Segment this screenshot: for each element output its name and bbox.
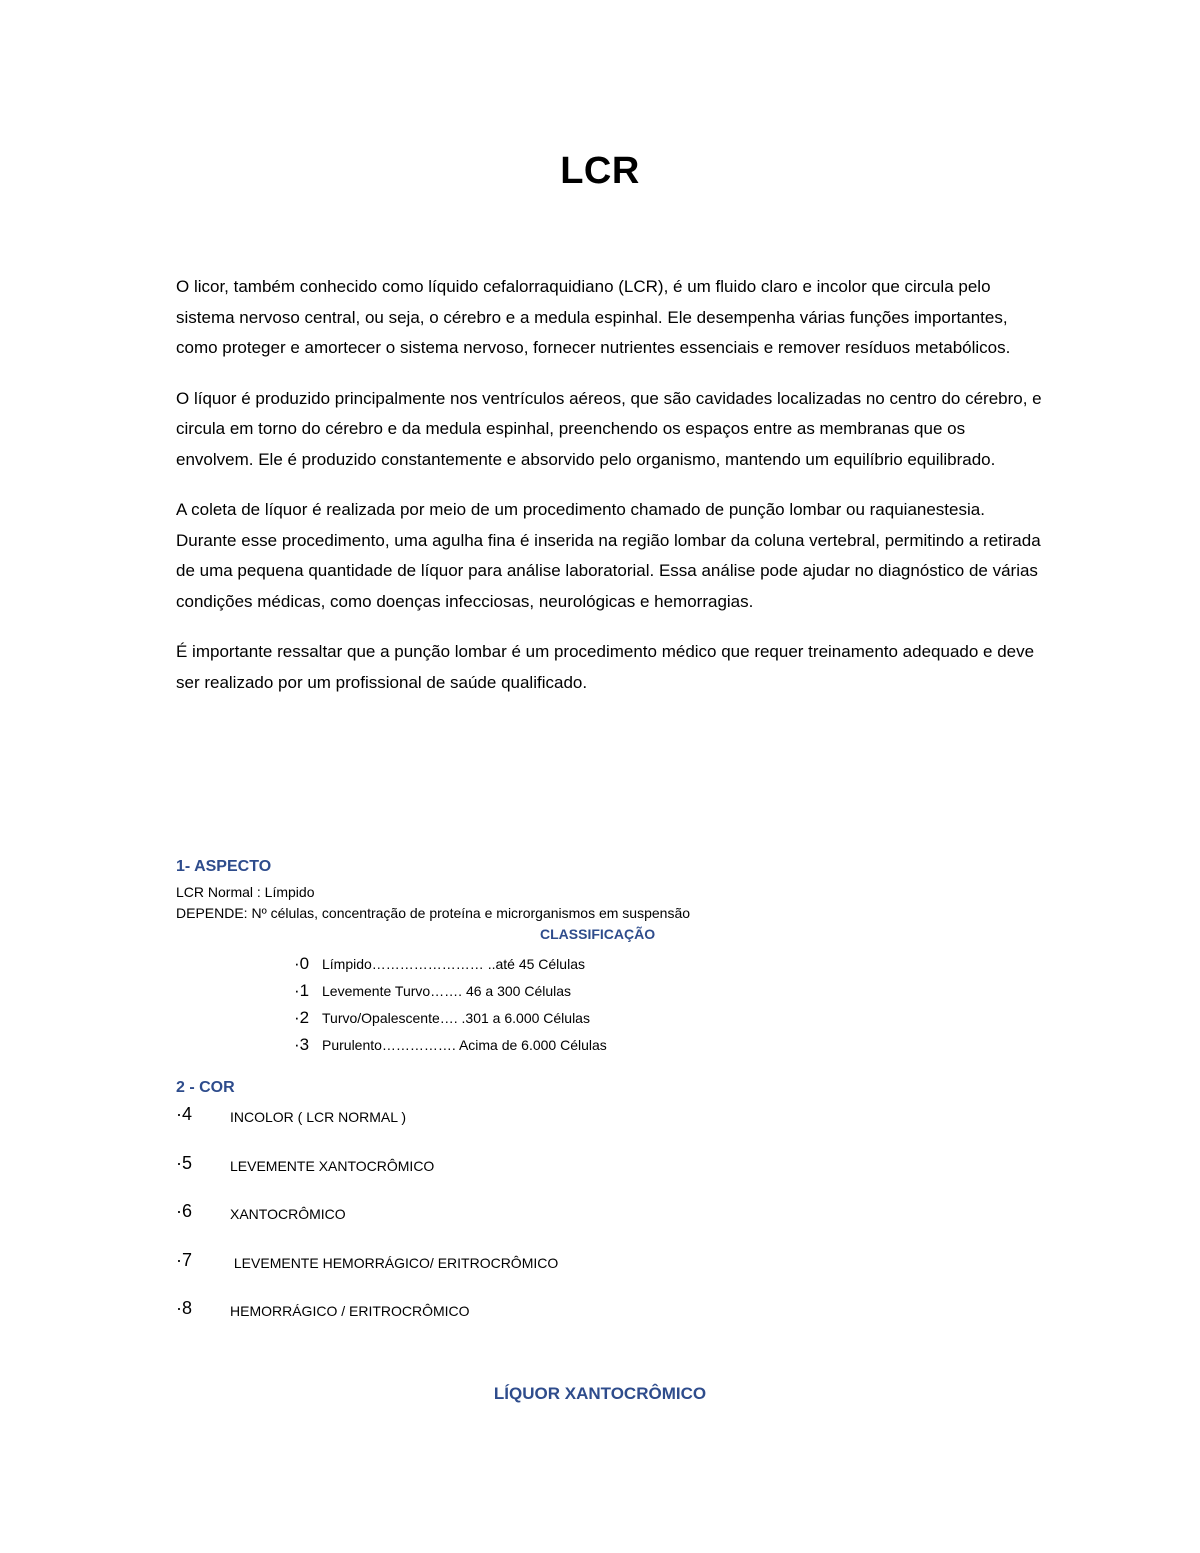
classificacao-list — [294, 950, 607, 1058]
item-number: ·8 — [176, 1298, 193, 1318]
item-label: INCOLOR ( LCR NORMAL ) — [230, 1109, 407, 1125]
paragraph: O licor, também conhecido como líquido cefalorraquidiano (LCR), é um fluido claro e incolor que circula pelo sistema nervoso central, ou seja, o cérebro e a medula espinhal. Ele desempenha várias funções importantes, como proteger e amortecer o sistema nervoso, fornecer nutrientes essenciais e remover resíduos metabólicos. — [176, 277, 1011, 357]
list-item — [294, 1031, 607, 1058]
page-title: LCR — [560, 150, 640, 192]
item-number: ·0 — [294, 953, 310, 973]
list-item — [176, 1104, 558, 1153]
item-number: ·5 — [176, 1152, 193, 1173]
section-heading-aspecto: 1- ASPECTO — [176, 858, 272, 875]
list-item — [176, 1250, 558, 1299]
item-number: ·4 — [176, 1104, 193, 1124]
paragraph: É importante ressaltar que a punção lombar é um procedimento médico que requer treinamento adequado e deve ser realizado por um profissional de saúde qualificado. — [176, 642, 1035, 692]
item-label: XANTOCRÔMICO — [230, 1206, 346, 1222]
section-heading-liquor-xantocromico: LÍQUOR XANTOCRÔMICO — [493, 1384, 707, 1403]
item-number: ·6 — [176, 1201, 193, 1221]
item-label: HEMORRÁGICO / ERITROCRÔMICO — [230, 1303, 470, 1319]
section-heading-cor: 2 - COR — [176, 1079, 235, 1096]
list-item — [176, 1298, 558, 1347]
depende-line: DEPENDE: Nº células, concentração de proteína e microrganismos em suspensão — [176, 905, 691, 921]
cor-list — [176, 1104, 558, 1347]
paragraph: A coleta de líquor é realizada por meio de um procedimento chamado de punção lombar ou raquianestesia. Durante esse procedimento, uma agulha fina é inserida na região lombar da coluna vertebral, permitindo a retirada de uma pequena quantidade de líquor para análise laboratorial. Essa análise pode ajudar no diagnóstico de várias condições médicas, como doenças infecciosas, neurológicas e hemorragias. — [176, 500, 1041, 611]
item-label: LEVEMENTE XANTOCRÔMICO — [230, 1157, 435, 1174]
item-number: ·2 — [294, 1007, 310, 1027]
item-number: ·7 — [176, 1249, 193, 1270]
paragraph: O líquor é produzido principalmente nos ventrículos aéreos, que são cavidades localizadas no centro do cérebro, e circula em torno do cérebro e da medula espinhal, preenchendo os espaços entre as membranas que os envolvem. Ele é produzido constantemente e absorvido pelo organismo, mantendo um equilíbrio equilibrado. — [176, 388, 1042, 469]
item-label: Límpido…………………… ..até 45 Células — [322, 955, 585, 972]
item-number: ·1 — [294, 980, 310, 1000]
list-item — [176, 1201, 558, 1250]
item-label: LEVEMENTE HEMORRÁGICO/ ERITROCRÔMICO — [230, 1254, 559, 1271]
list-item — [176, 1153, 558, 1202]
classificacao-title: CLASSIFICAÇÃO — [540, 926, 656, 942]
item-label: Turvo/Opalescente…. .301 a 6.000 Células — [322, 1009, 590, 1026]
item-number: ·3 — [294, 1034, 310, 1054]
list-item — [294, 977, 607, 1004]
item-label: Levemente Turvo……. 46 a 300 Células — [322, 982, 572, 999]
item-label: Purulento……………. Acima de 6.000 Células — [322, 1036, 607, 1053]
list-item — [294, 1004, 607, 1031]
list-item — [294, 950, 607, 977]
intro-text — [176, 272, 1046, 718]
lcr-normal-line: LCR Normal : Límpido — [176, 884, 315, 900]
